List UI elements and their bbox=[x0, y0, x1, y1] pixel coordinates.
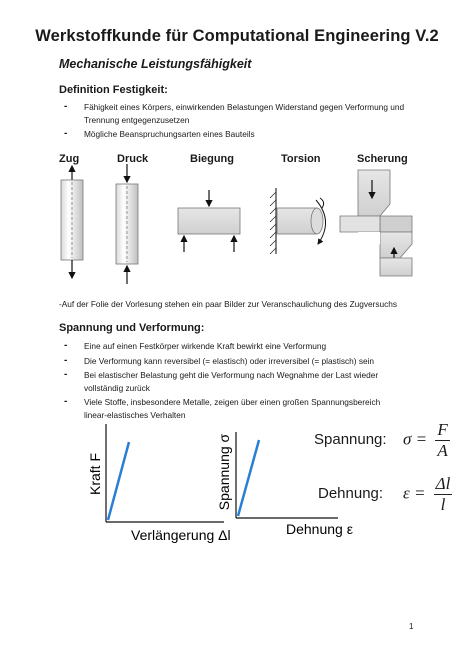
label-zug: Zug bbox=[59, 153, 80, 165]
x-axis-label: Verlängerung Δl bbox=[131, 527, 231, 543]
list-item: - Fähigkeit eines Körpers, einwirkenden Belastungen Widerstand gegen Verformung und Trennung entgegenzusetzen bbox=[64, 101, 405, 125]
load-types-figure bbox=[0, 160, 474, 300]
bullet-dash: - bbox=[64, 369, 68, 380]
spannung-label: Spannung: bbox=[314, 431, 387, 448]
zug-illustration bbox=[61, 166, 83, 278]
page-number: 1 bbox=[409, 622, 414, 631]
list-item: - Bei elastischer Belastung geht die Verformung nach Wegnahme der Last wieder vollständig zurück bbox=[64, 369, 379, 393]
druck-illustration bbox=[116, 164, 138, 284]
list-item: - Die Verformung kann reversibel (= elastisch) oder irreversibel (= plastisch) sein bbox=[64, 354, 375, 366]
definition-heading: Definition Festigkeit: bbox=[59, 84, 168, 96]
bullet-dash: - bbox=[64, 340, 68, 351]
label-druck: Druck bbox=[117, 153, 149, 165]
label-scherung: Scherung bbox=[357, 153, 408, 165]
fraction: $\frac{F}{A}$ bbox=[437, 420, 448, 460]
y-axis-label: Spannung σ bbox=[216, 433, 232, 511]
linear-curve bbox=[238, 440, 259, 516]
linear-curve bbox=[108, 442, 129, 520]
fraction: $\frac{\Delta l}{l}$ bbox=[435, 474, 451, 514]
list-item: - Mögliche Beanspruchungsarten eines Bauteils bbox=[64, 128, 255, 139]
spannung-formula: σ = $\frac{F}{A}$ bbox=[403, 420, 448, 460]
bullet-dash: - bbox=[64, 396, 68, 407]
list-item: - Eine auf einen Festkörper wirkende Kraft bewirkt eine Verformung bbox=[64, 340, 327, 351]
label-biegung: Biegung bbox=[190, 153, 234, 165]
biegung-illustration bbox=[178, 190, 240, 252]
section-heading: Mechanische Leistungsfähigkeit bbox=[59, 57, 252, 71]
y-axis-label: Kraft F bbox=[87, 452, 103, 496]
bullet-dash: - bbox=[64, 128, 68, 139]
bullet-dash: - bbox=[64, 101, 68, 112]
scherung-illustration bbox=[340, 170, 412, 276]
torsion-illustration bbox=[270, 188, 326, 254]
page-title: Werkstoffkunde für Computational Engineering V.2 bbox=[35, 27, 439, 45]
list-item: - Viele Stoffe, insbesondere Metalle, zeigen über einen großen Spannungsbereich linear-elastisches Verhalten bbox=[64, 396, 381, 420]
bullet-dash: - bbox=[64, 354, 68, 366]
x-axis-label: Dehnung ε bbox=[286, 521, 353, 537]
lecture-note: -Auf der Folie der Vorlesung stehen ein paar Bilder zur Veranschaulichung des Zugversuchs bbox=[59, 299, 398, 309]
definition-list bbox=[64, 101, 414, 143]
dehnung-label: Dehnung: bbox=[318, 485, 384, 502]
spannung-list bbox=[64, 340, 394, 423]
dehnung-formula: ε = $\frac{\Delta l}{l}$ bbox=[403, 474, 451, 514]
spannung-heading: Spannung und Verformung: bbox=[59, 322, 205, 334]
label-torsion: Torsion bbox=[281, 153, 321, 165]
